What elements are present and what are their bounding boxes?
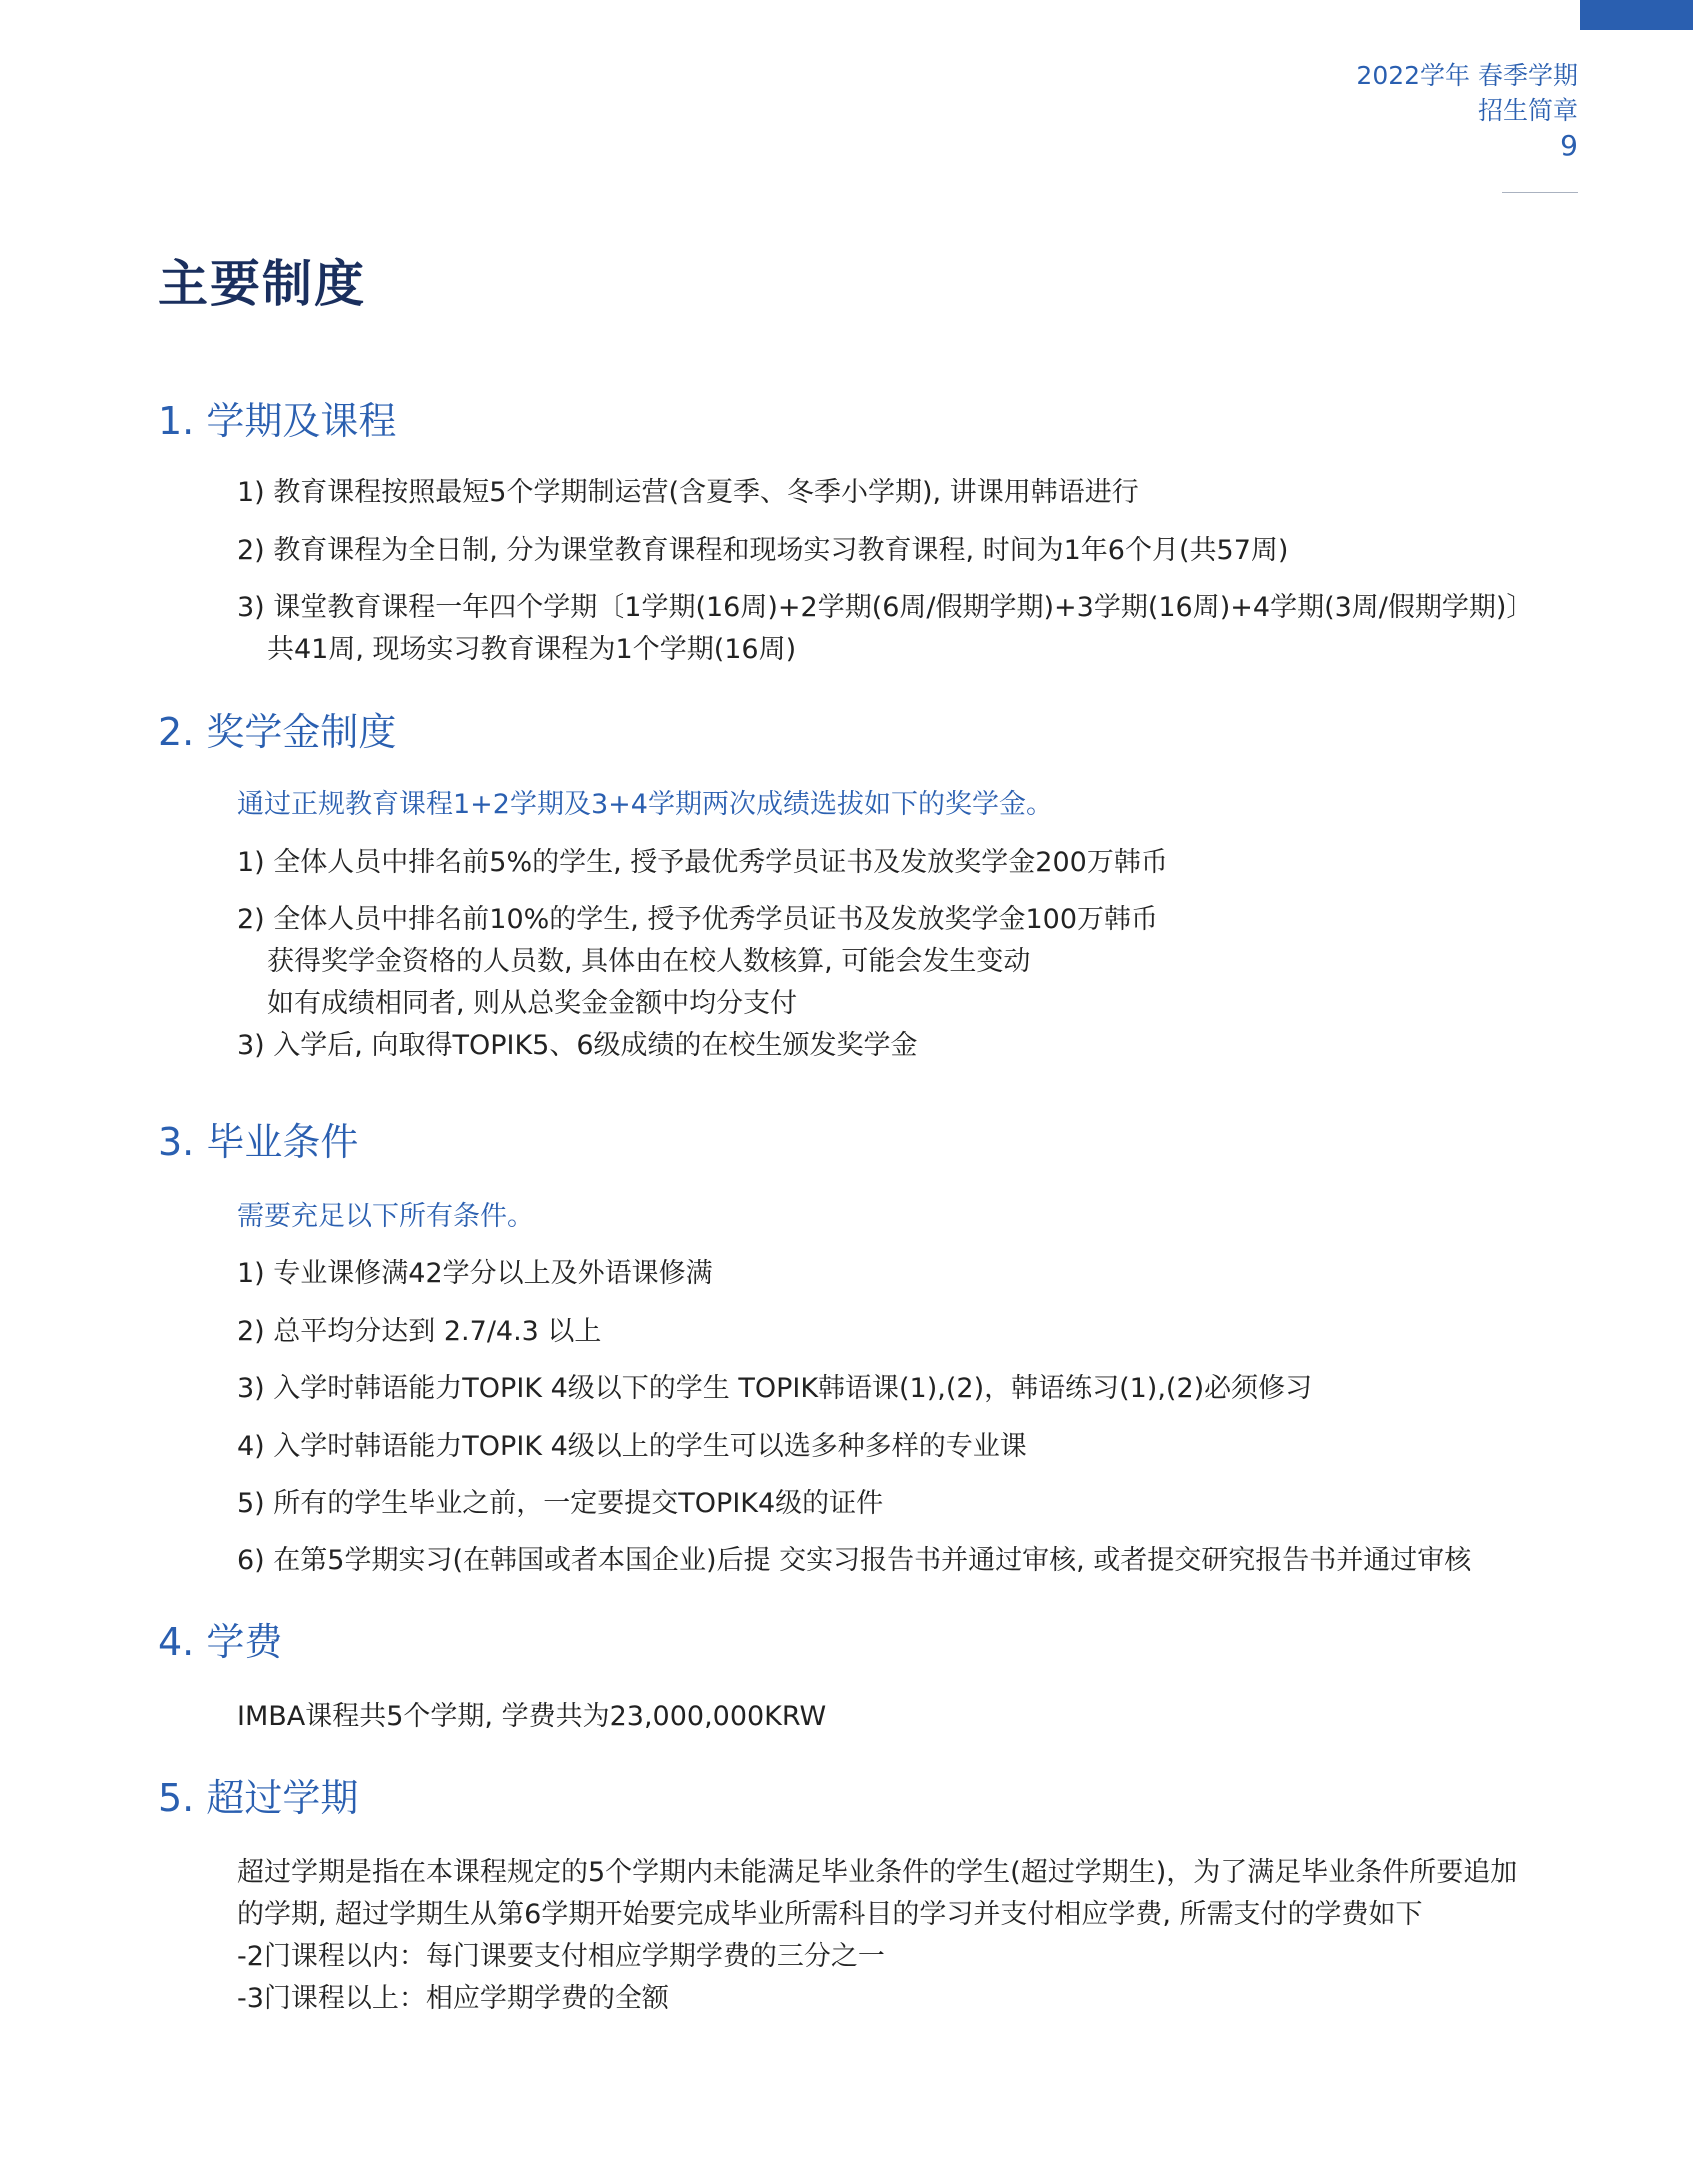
section-heading-5: 5. 超过学期 [158,1776,359,1820]
tuition-text: IMBA课程共5个学期, 学费共为23,000,000KRW [237,1701,827,1732]
list-item-continuation: 共41周, 现场实习教育课程为1个学期(16周) [267,634,797,665]
header-divider [1502,192,1578,193]
paragraph-line: -2门课程以内：每门课要支付相应学期学费的三分之一 [237,1941,885,1972]
list-item: 4) 入学时韩语能力TOPIK 4级以上的学生可以选多种多样的专业课 [237,1431,1027,1462]
paragraph-line: 的学期, 超过学期生从第6学期开始要完成毕业所需科目的学习并支付相应学费, 所需支付的学费如下 [237,1899,1423,1930]
section-intro: 需要充足以下所有条件。 [237,1201,534,1232]
list-item-continuation: 获得奖学金资格的人员数, 具体由在校人数核算, 可能会发生变动 [267,946,1031,977]
list-item: 3) 入学时韩语能力TOPIK 4级以下的学生 TOPIK韩语课(1),(2)，韩语练习(1),(2)必须修习 [237,1373,1313,1404]
list-item: 5) 所有的学生毕业之前，一定要提交TOPIK4级的证件 [237,1488,884,1519]
corner-accent-bar [1580,0,1693,30]
page-title: 主要制度 [158,255,366,313]
list-item: 1) 专业课修满42学分以上及外语课修满 [237,1258,713,1289]
paragraph-line: -3门课程以上：相应学期学费的全额 [237,1983,669,2014]
list-item: 2) 总平均分达到 2.7/4.3 以上 [237,1316,602,1347]
list-item: 1) 教育课程按照最短5个学期制运营(含夏季、冬季小学期), 讲课用韩语进行 [237,477,1139,508]
list-item: 1) 全体人员中排名前5%的学生, 授予最优秀学员证书及发放奖学金200万韩币 [237,847,1168,878]
list-item: 2) 全体人员中排名前10%的学生, 授予优秀学员证书及发放奖学金100万韩币 [237,904,1159,935]
list-item: 3) 课堂教育课程一年四个学期〔1学期(16周)+2学期(6周/假期学期)+3学期(16周)+4学期(3周/假期学期)〕 [237,592,1534,623]
section-intro: 通过正规教育课程1+2学期及3+4学期两次成绩选拔如下的奖学金。 [237,789,1053,820]
page-number: 9 [1560,129,1578,162]
section-heading-1: 1. 学期及课程 [158,399,397,443]
header-term: 2022学年 春季学期 [1356,61,1578,90]
section-heading-4: 4. 学费 [158,1620,283,1664]
paragraph-line: 超过学期是指在本课程规定的5个学期内未能满足毕业条件的学生(超过学期生)，为了满足毕业条件所要追加 [237,1857,1518,1888]
list-item: 6) 在第5学期实习(在韩国或者本国企业)后提 交实习报告书并通过审核, 或者提交研究报告书并通过审核 [237,1545,1472,1576]
list-item: 3) 入学后, 向取得TOPIK5、6级成绩的在校生颁发奖学金 [237,1030,918,1061]
header-subtitle: 招生简章 [1477,96,1578,125]
list-item-continuation: 如有成绩相同者, 则从总奖金金额中均分支付 [267,988,798,1019]
section-heading-2: 2. 奖学金制度 [158,710,397,754]
list-item: 2) 教育课程为全日制, 分为课堂教育课程和现场实习教育课程, 时间为1年6个月(共57周) [237,535,1289,566]
section-heading-3: 3. 毕业条件 [158,1120,359,1164]
page-header [1356,58,1578,163]
